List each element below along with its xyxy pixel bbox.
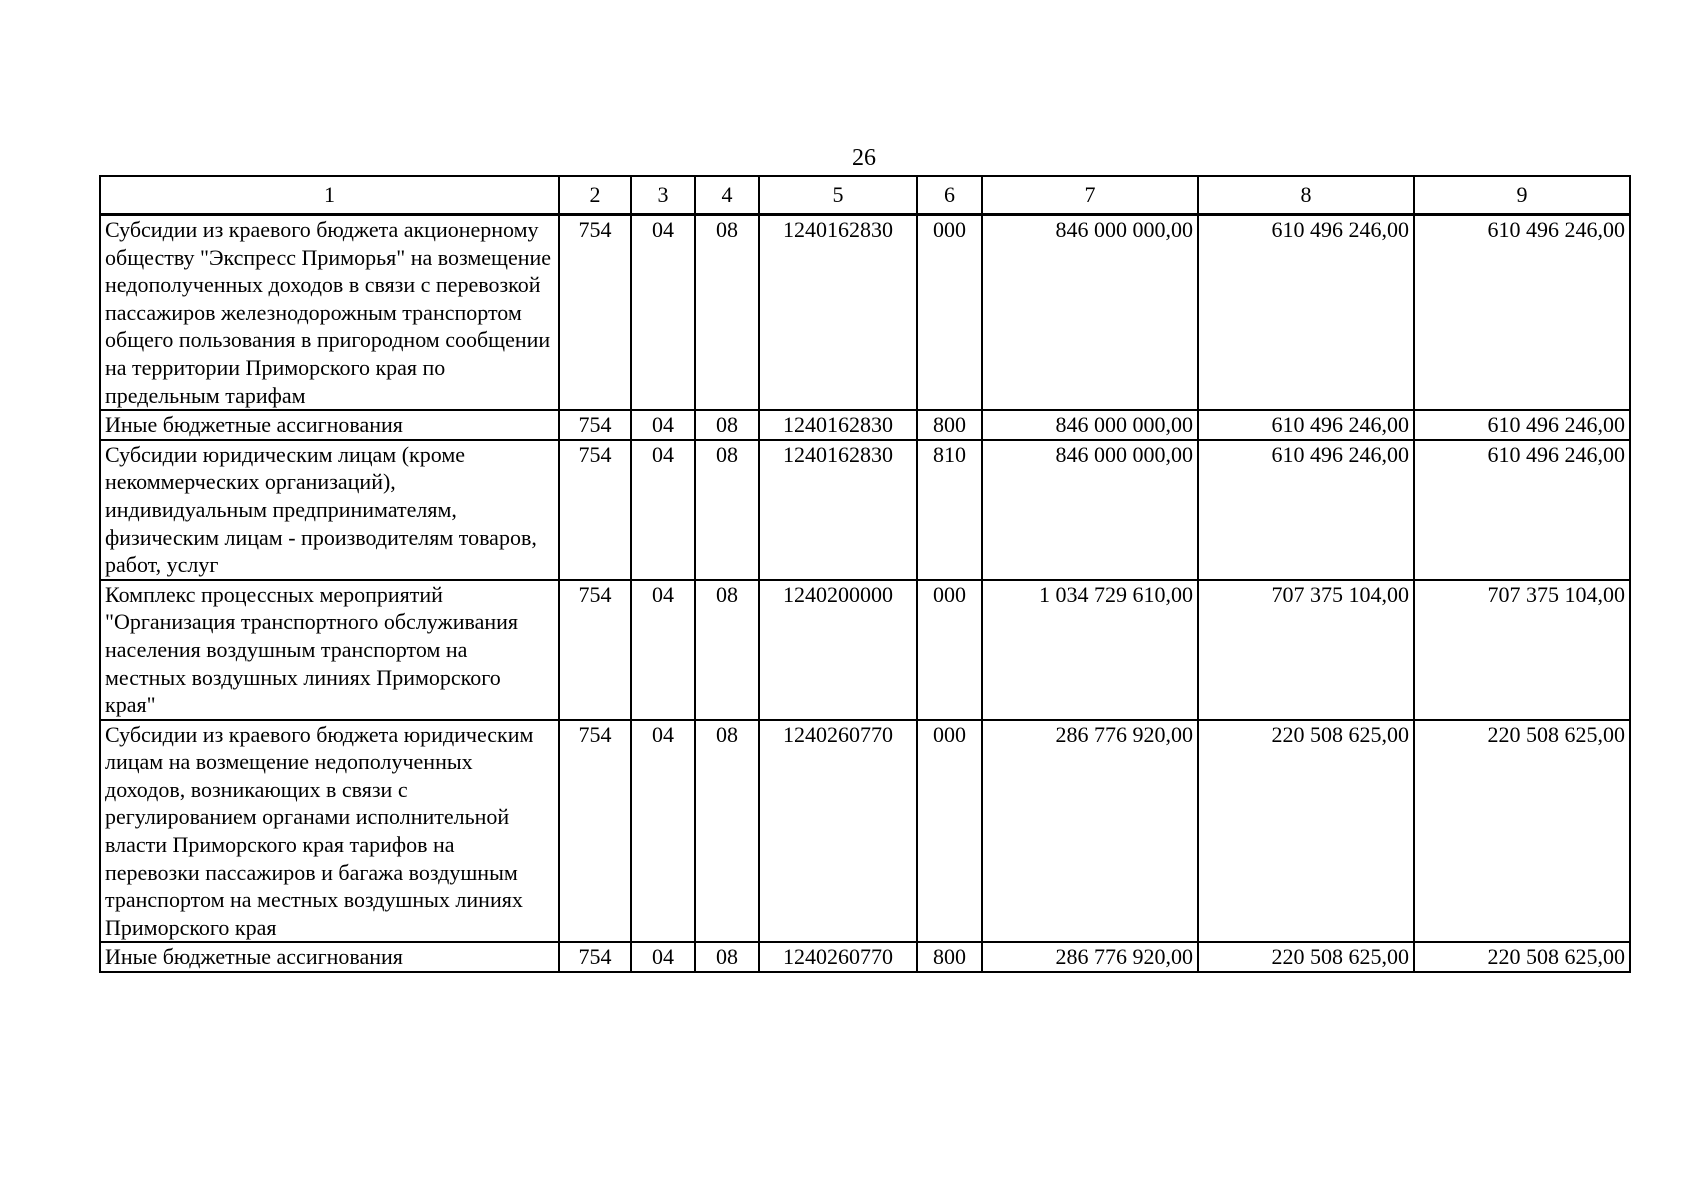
column-header-9: 9 bbox=[1414, 176, 1630, 215]
column-header-1: 1 bbox=[100, 176, 559, 215]
target-article-code: 1240162830 bbox=[759, 440, 917, 580]
expense-type-code: 800 bbox=[917, 942, 982, 972]
amount-col-8: 220 508 625,00 bbox=[1198, 720, 1414, 943]
expense-type-code: 810 bbox=[917, 440, 982, 580]
subsection-code: 08 bbox=[695, 410, 759, 440]
amount-col-7: 846 000 000,00 bbox=[982, 410, 1198, 440]
section-code: 04 bbox=[631, 410, 695, 440]
section-code: 04 bbox=[631, 215, 695, 411]
subsection-code: 08 bbox=[695, 580, 759, 720]
amount-col-9: 220 508 625,00 bbox=[1414, 942, 1630, 972]
amount-col-7: 286 776 920,00 bbox=[982, 942, 1198, 972]
amount-col-7: 846 000 000,00 bbox=[982, 440, 1198, 580]
subsection-code: 08 bbox=[695, 440, 759, 580]
amount-col-8: 610 496 246,00 bbox=[1198, 215, 1414, 411]
column-header-2: 2 bbox=[559, 176, 631, 215]
expense-type-code: 000 bbox=[917, 215, 982, 411]
subsection-code: 08 bbox=[695, 942, 759, 972]
table-row bbox=[100, 720, 1630, 943]
table-row bbox=[100, 440, 1630, 580]
amount-col-9: 610 496 246,00 bbox=[1414, 440, 1630, 580]
target-article-code: 1240162830 bbox=[759, 215, 917, 411]
row-description: Комплекс процессных мероприятий "Организация транспортного обслуживания населения воздушным транспортом на местных воздушных линиях Приморского края" bbox=[100, 580, 559, 720]
amount-col-9: 610 496 246,00 bbox=[1414, 410, 1630, 440]
expense-type-code: 800 bbox=[917, 410, 982, 440]
ministry-code: 754 bbox=[559, 942, 631, 972]
amount-col-7: 286 776 920,00 bbox=[982, 720, 1198, 943]
amount-col-9: 610 496 246,00 bbox=[1414, 215, 1630, 411]
ministry-code: 754 bbox=[559, 720, 631, 943]
ministry-code: 754 bbox=[559, 410, 631, 440]
ministry-code: 754 bbox=[559, 580, 631, 720]
subsection-code: 08 bbox=[695, 720, 759, 943]
section-code: 04 bbox=[631, 942, 695, 972]
amount-col-8: 220 508 625,00 bbox=[1198, 942, 1414, 972]
row-description: Субсидии из краевого бюджета акционерному обществу "Экспресс Приморья" на возмещение недополученных доходов в связи с перевозкой пассажиров железнодорожным транспортом общего пользования в пригородном сообщении на территории Приморского края по предельным тарифам bbox=[100, 215, 559, 411]
row-description: Иные бюджетные ассигнования bbox=[100, 410, 559, 440]
target-article-code: 1240260770 bbox=[759, 720, 917, 943]
subsection-code: 08 bbox=[695, 215, 759, 411]
amount-col-8: 610 496 246,00 bbox=[1198, 410, 1414, 440]
table-row bbox=[100, 410, 1630, 440]
budget-table bbox=[99, 175, 1631, 973]
column-header-8: 8 bbox=[1198, 176, 1414, 215]
row-description: Иные бюджетные ассигнования bbox=[100, 942, 559, 972]
amount-col-8: 610 496 246,00 bbox=[1198, 440, 1414, 580]
amount-col-7: 1 034 729 610,00 bbox=[982, 580, 1198, 720]
amount-col-7: 846 000 000,00 bbox=[982, 215, 1198, 411]
column-header-7: 7 bbox=[982, 176, 1198, 215]
expense-type-code: 000 bbox=[917, 580, 982, 720]
column-header-4: 4 bbox=[695, 176, 759, 215]
table-row bbox=[100, 215, 1630, 411]
column-header-3: 3 bbox=[631, 176, 695, 215]
amount-col-9: 220 508 625,00 bbox=[1414, 720, 1630, 943]
column-header-5: 5 bbox=[759, 176, 917, 215]
column-header-6: 6 bbox=[917, 176, 982, 215]
row-description: Субсидии юридическим лицам (кроме некоммерческих организаций), индивидуальным предпринимателям, физическим лицам - производителям товаров, работ, услуг bbox=[100, 440, 559, 580]
expense-type-code: 000 bbox=[917, 720, 982, 943]
section-code: 04 bbox=[631, 720, 695, 943]
section-code: 04 bbox=[631, 580, 695, 720]
target-article-code: 1240260770 bbox=[759, 942, 917, 972]
table-row bbox=[100, 942, 1630, 972]
page-number: 26 bbox=[852, 145, 876, 171]
table-row bbox=[100, 580, 1630, 720]
header-row bbox=[100, 176, 1630, 215]
target-article-code: 1240200000 bbox=[759, 580, 917, 720]
row-description: Субсидии из краевого бюджета юридическим лицам на возмещение недополученных доходов, возникающих в связи с регулированием органами исполнительной власти Приморского края тарифов на перевозки пассажиров и багажа воздушным транспортом на местных воздушных линиях Приморского края bbox=[100, 720, 559, 943]
section-code: 04 bbox=[631, 440, 695, 580]
amount-col-9: 707 375 104,00 bbox=[1414, 580, 1630, 720]
ministry-code: 754 bbox=[559, 215, 631, 411]
target-article-code: 1240162830 bbox=[759, 410, 917, 440]
amount-col-8: 707 375 104,00 bbox=[1198, 580, 1414, 720]
ministry-code: 754 bbox=[559, 440, 631, 580]
